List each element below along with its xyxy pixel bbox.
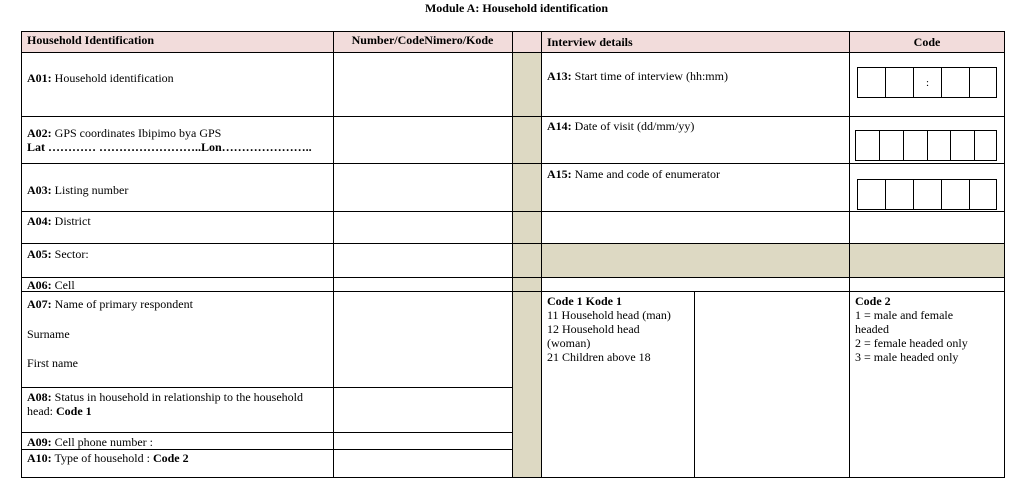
row-a13: A13: Start time of interview (hh:mm) bbox=[547, 69, 728, 83]
enumerator-code-boxes[interactable] bbox=[857, 179, 997, 210]
row-a04: A04: District bbox=[27, 214, 91, 228]
row-a15: A15: Name and code of enumerator bbox=[547, 167, 720, 181]
row-a02: A02: GPS coordinates Ibipimo bya GPS Lat ………… ……………………..Lon………………….. bbox=[27, 126, 312, 154]
row-a08: A08: Status in household in relationship to the household head: Code 1 bbox=[27, 390, 303, 418]
time-entry-boxes[interactable] bbox=[857, 67, 997, 98]
row-a07-surname: Surname bbox=[27, 327, 70, 341]
row-a09: A09: Cell phone number : bbox=[27, 435, 153, 449]
shaded-row-a05 bbox=[541, 243, 1005, 277]
header-number-code: Number/CodeNimero/Kode bbox=[333, 31, 512, 52]
row-a06: A06: Cell bbox=[27, 278, 75, 292]
header-interview-details: Interview details bbox=[541, 31, 849, 52]
row-a14: A14: Date of visit (dd/mm/yy) bbox=[547, 119, 695, 133]
code2-legend: Code 2 1 = male and female headed 2 = female headed only 3 = male headed only bbox=[855, 294, 968, 364]
row-a03: A03: Listing number bbox=[27, 183, 129, 197]
date-entry-boxes[interactable] bbox=[855, 130, 997, 161]
header-spacer bbox=[512, 31, 541, 52]
row-a05: A05: Sector: bbox=[27, 247, 89, 261]
household-identification-table bbox=[21, 31, 1005, 478]
row-a10: A10: Type of household : Code 2 bbox=[27, 451, 189, 465]
header-household-identification: Household Identification bbox=[21, 31, 333, 52]
code1-legend: Code 1 Kode 1 11 Household head (man) 12 Household head (woman) 21 Children above 18 bbox=[547, 294, 671, 364]
header-code: Code bbox=[849, 31, 1005, 52]
row-a07-first-name: First name bbox=[27, 356, 78, 370]
row-a07: A07: Name of primary respondent bbox=[27, 297, 193, 311]
time-separator: : bbox=[926, 77, 930, 89]
row-a01: A01: Household identification bbox=[27, 71, 174, 85]
module-title: Module A: Household identification bbox=[424, 1, 609, 15]
